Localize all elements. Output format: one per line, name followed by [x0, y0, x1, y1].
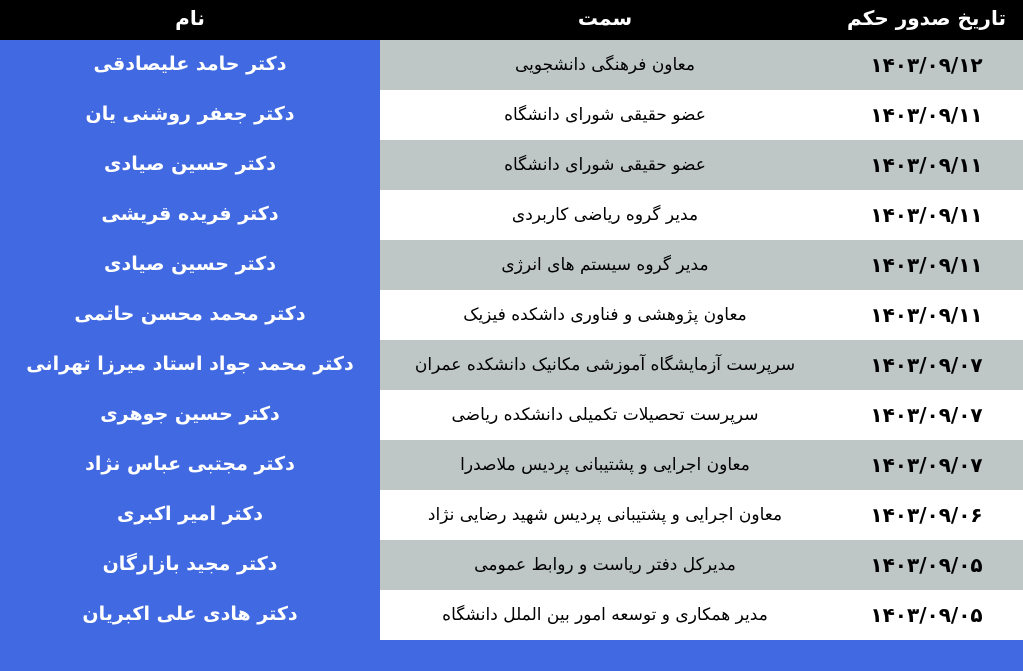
column-header-role: سمت — [577, 6, 633, 30]
cell-person-name: دکتر جعفر روشنی یان — [0, 90, 380, 140]
cell-person-name: دکتر محمد محسن حاتمی — [0, 290, 380, 340]
cell-issue-date: ۱۴۰۳/۰۹/۰۵ — [830, 590, 1023, 640]
cell-person-name: دکتر مجید بازارگان — [0, 540, 380, 590]
cell-person-name: دکتر حامد علیصادقی — [0, 40, 380, 90]
table-row — [0, 340, 1023, 390]
cell-position: سرپرست آزمایشگاه آموزشی مکانیک دانشکده عمران — [380, 340, 830, 390]
cell-issue-date: ۱۴۰۳/۰۹/۰۷ — [830, 390, 1023, 440]
table-row — [0, 390, 1023, 440]
cell-issue-date: ۱۴۰۳/۰۹/۱۱ — [830, 290, 1023, 340]
cell-position: مدیرکل دفتر ریاست و روابط عمومی — [380, 540, 830, 590]
table-row — [0, 140, 1023, 190]
cell-issue-date: ۱۴۰۳/۰۹/۰۷ — [830, 340, 1023, 390]
column-header-name: نام — [175, 6, 205, 31]
table-header-row — [0, 0, 1023, 40]
cell-position: مدیر گروه سیستم های انرژی — [380, 240, 830, 290]
cell-position: معاون اجرایی و پشتیبانی پردیس شهید رضایی نژاد — [380, 490, 830, 540]
cell-issue-date: ۱۴۰۳/۰۹/۰۵ — [830, 540, 1023, 590]
column-header-date: تاریخ صدور حکم — [847, 6, 1006, 30]
cell-person-name: دکتر حسین صیادی — [0, 240, 380, 290]
table-row — [0, 290, 1023, 340]
cell-issue-date: ۱۴۰۳/۰۹/۰۷ — [830, 440, 1023, 490]
cell-position: معاون پژوهشی و فناوری داشکده فیزیک — [380, 290, 830, 340]
table-row — [0, 590, 1023, 640]
cell-person-name: دکتر فریده قریشی — [0, 190, 380, 240]
cell-person-name: دکتر محمد جواد استاد میرزا تهرانی — [0, 340, 380, 390]
cell-issue-date: ۱۴۰۳/۰۹/۱۲ — [830, 40, 1023, 90]
table-head — [0, 0, 1023, 40]
cell-person-name: دکتر امیر اکبری — [0, 490, 380, 540]
cell-issue-date: ۱۴۰۳/۰۹/۰۶ — [830, 490, 1023, 540]
cell-position: معاون فرهنگی دانشجویی — [380, 40, 830, 90]
cell-issue-date: ۱۴۰۳/۰۹/۱۱ — [830, 190, 1023, 240]
cell-issue-date: ۱۴۰۳/۰۹/۱۱ — [830, 140, 1023, 190]
cell-position: عضو حقیقی شورای دانشگاه — [380, 140, 830, 190]
cell-person-name: دکتر حسین جوهری — [0, 390, 380, 440]
cell-position: سرپرست تحصیلات تکمیلی دانشکده ریاضی — [380, 390, 830, 440]
cell-position: مدیر گروه ریاضی کاربردی — [380, 190, 830, 240]
cell-position: عضو حقیقی شورای دانشگاه — [380, 90, 830, 140]
table-row — [0, 190, 1023, 240]
cell-position: معاون اجرایی و پشتیبانی پردیس ملاصدرا — [380, 440, 830, 490]
cell-position: مدیر همکاری و توسعه امور بین الملل دانشگاه — [380, 590, 830, 640]
table-body — [0, 40, 1023, 640]
table-row — [0, 490, 1023, 540]
table-row — [0, 240, 1023, 290]
table-row — [0, 40, 1023, 90]
table-row — [0, 440, 1023, 490]
cell-person-name: دکتر هادی علی اکبریان — [0, 590, 380, 640]
table-row — [0, 540, 1023, 590]
cell-issue-date: ۱۴۰۳/۰۹/۱۱ — [830, 90, 1023, 140]
cell-issue-date: ۱۴۰۳/۰۹/۱۱ — [830, 240, 1023, 290]
cell-person-name: دکتر مجتبی عباس نژاد — [0, 440, 380, 490]
cell-person-name: دکتر حسین صیادی — [0, 140, 380, 190]
table-row — [0, 90, 1023, 140]
